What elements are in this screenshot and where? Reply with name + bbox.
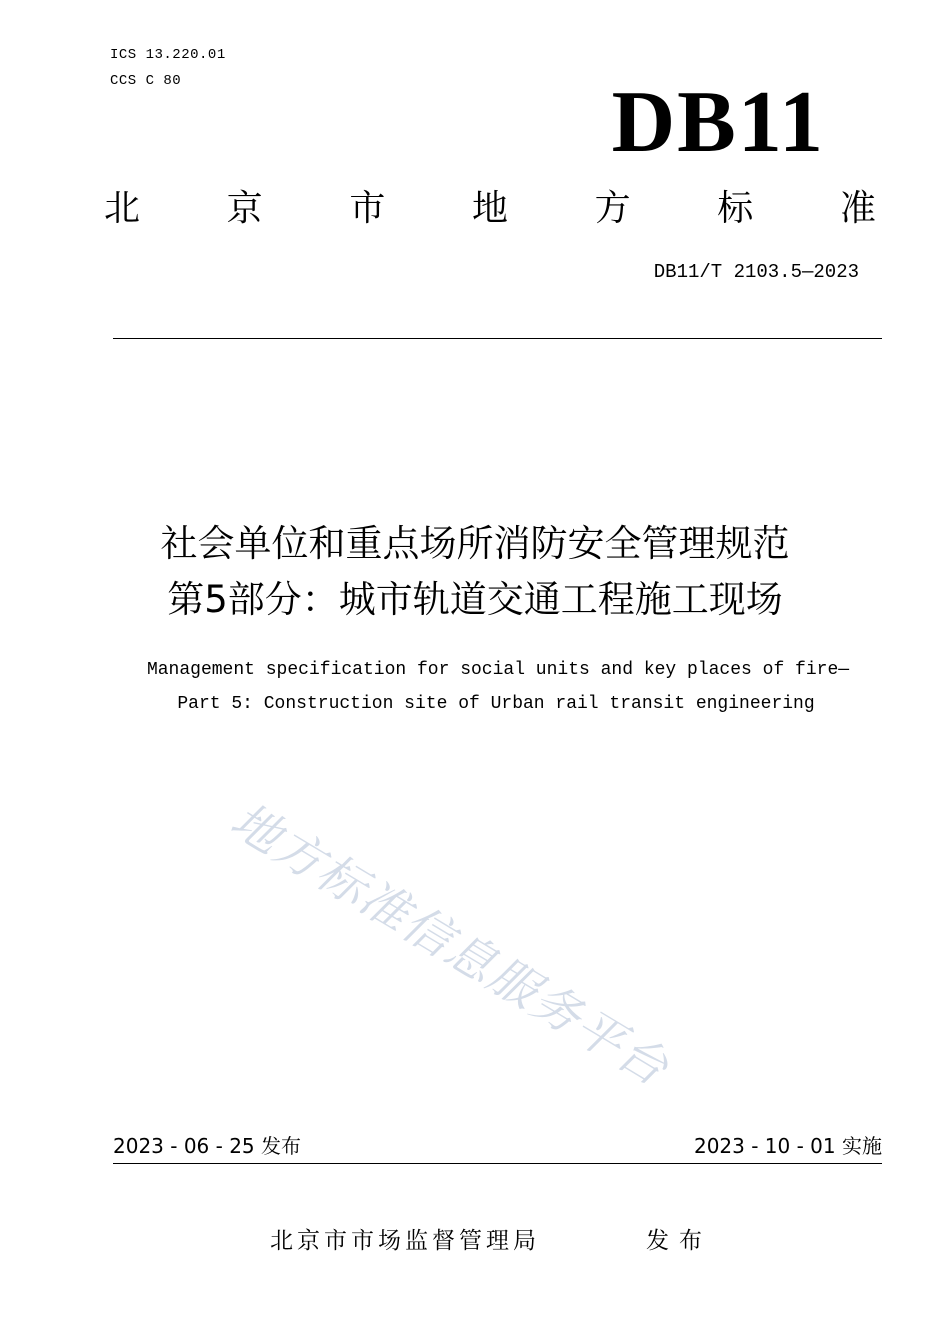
publish-label: 发布: [646, 1228, 712, 1254]
footer-divider: [113, 1163, 882, 1164]
standard-type-char: 市: [349, 188, 386, 229]
chinese-title-line-2: 第5部分：城市轨道交通工程施工现场: [167, 578, 783, 621]
standard-type-char: 地: [471, 188, 508, 229]
standard-type-char: 京: [226, 188, 263, 229]
standard-type-char: 准: [839, 188, 876, 229]
standard-type-heading: [104, 184, 876, 234]
issue-date: 2023 - 06 - 25 发布: [113, 1134, 302, 1158]
standard-number: DB11/T 2103.5—2023: [653, 261, 859, 283]
english-title-line-2: Part 5: Construction site of Urban rail transit engineering: [177, 694, 815, 714]
header-divider: [113, 338, 882, 339]
db11-logo: DB11: [611, 74, 825, 171]
english-title-line-1: Management specification for social units and key places of fire—: [146, 660, 850, 680]
publisher-name: 北京市市场监督管理局: [270, 1228, 540, 1254]
standard-type-char: 北: [104, 188, 141, 229]
ccs-code: CCS C 80: [110, 73, 182, 89]
standard-type-char: 方: [594, 188, 631, 229]
ics-code: ICS 13.220.01: [110, 47, 226, 63]
watermark: 地方标准信息服务平台: [221, 792, 679, 1098]
implementation-date: 2023 - 10 - 01 实施: [693, 1134, 882, 1158]
chinese-title-line-1: 社会单位和重点场所消防安全管理规范: [160, 522, 790, 565]
standard-type-char: 标: [717, 188, 754, 229]
